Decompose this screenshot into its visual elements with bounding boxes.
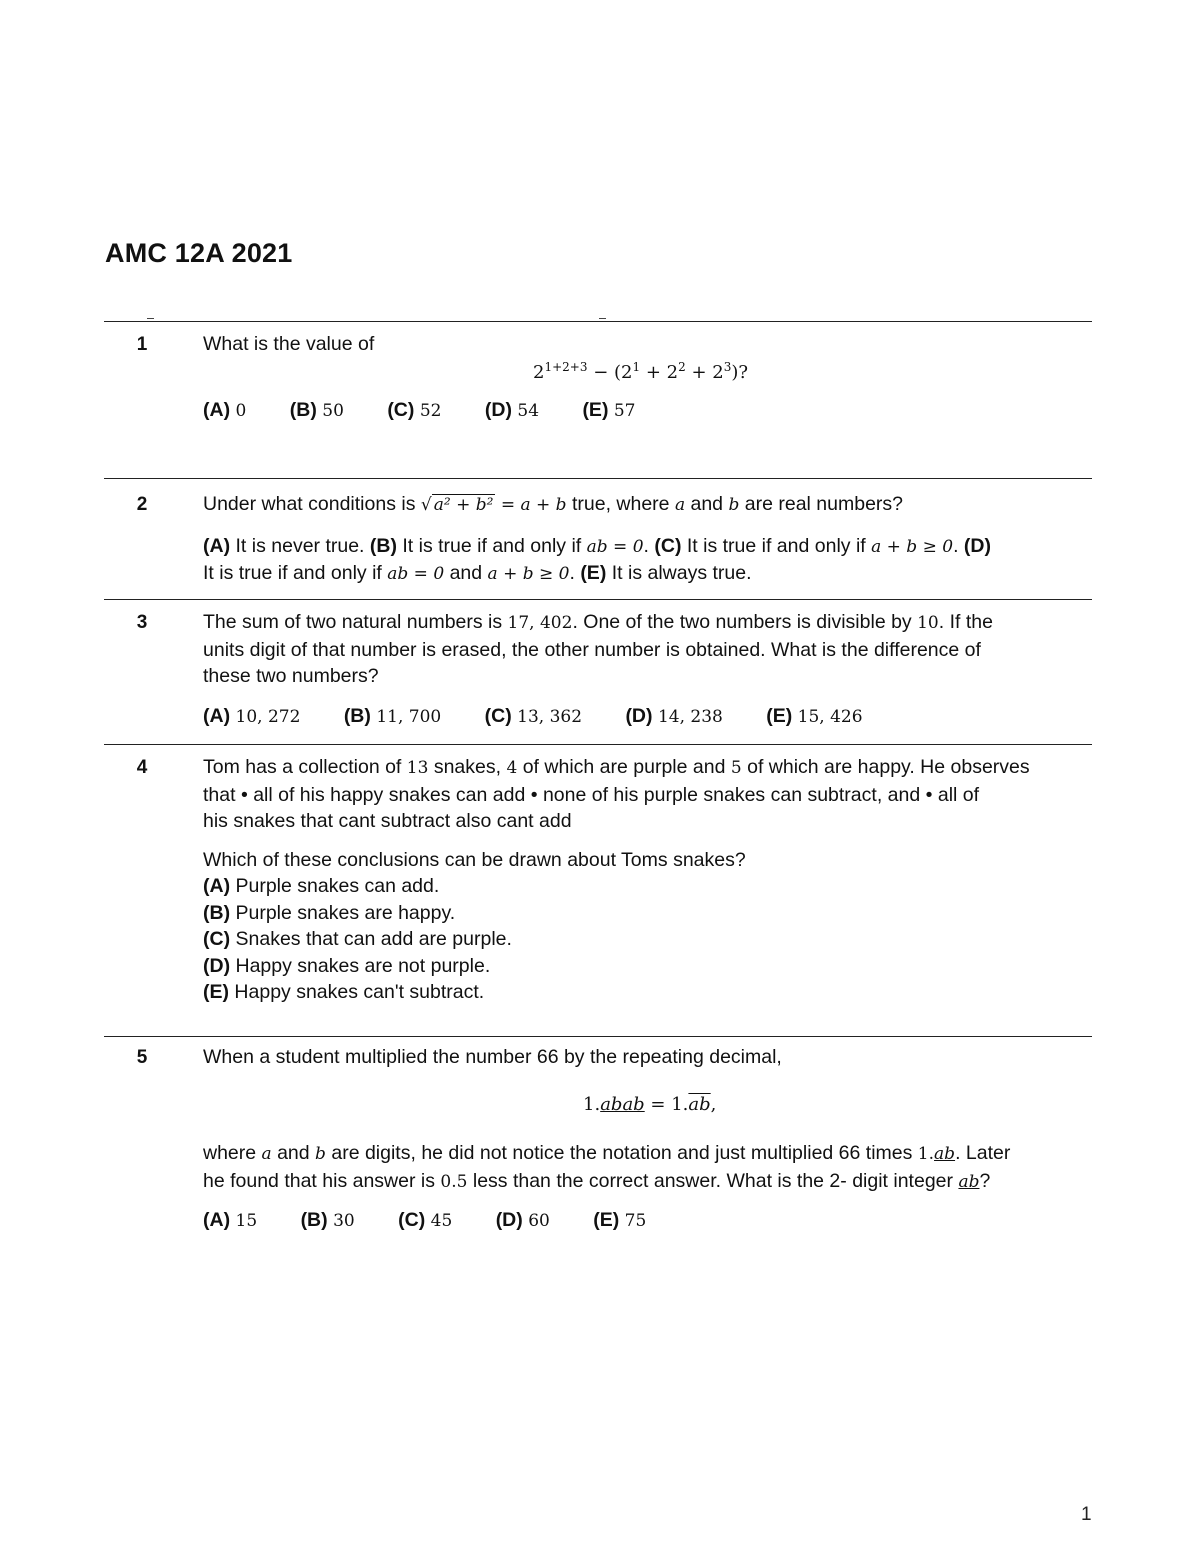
- answer-choices: (A) It is never true. (B) It is true if and only if ab = 0. (C) It is true if and only if a + b ≥ 0. (D) It is true if and only if ab = 0 and a + b ≥ 0. (E) It is always true.: [203, 534, 991, 584]
- choice-e: (E) 15, 426: [766, 705, 863, 727]
- answer-choices: [203, 703, 1093, 731]
- divider: [104, 599, 1092, 600]
- choice-a: (A) 0: [203, 399, 247, 421]
- choice-e: (E) Happy snakes can't subtract.: [203, 981, 485, 1003]
- choice-b: (B) Purple snakes are happy.: [203, 901, 456, 924]
- problem-number: 3: [136, 612, 148, 633]
- sqrt-expression: √ a² + b²: [420, 495, 494, 515]
- table-tick: [147, 318, 154, 319]
- divider: [104, 1036, 1092, 1037]
- choice-a: (A) 15: [203, 1209, 258, 1231]
- choice-c: (C) Snakes that can add are purple.: [203, 928, 512, 950]
- problem-5-equation: 1.abab = $1.\overline{ab}$,: [583, 1094, 717, 1115]
- problem-1: [203, 331, 1093, 358]
- answer-choices: [203, 397, 1093, 425]
- problem-number: 1: [136, 334, 148, 355]
- problem-prompt: The sum of two natural numbers is 17, 402. One of the two numbers is divisible by 10. If the units digit of that number is erased, the other number is obtained. What is the difference of these two numbers?: [203, 611, 993, 687]
- choice-c: (C) 52: [387, 399, 442, 421]
- problem-4: [203, 754, 1093, 1006]
- divider: [104, 478, 1092, 479]
- problem-prompt: What is the value of: [203, 333, 375, 355]
- problem-number: 5: [136, 1047, 148, 1068]
- problem-1-equation: $2^{1+2+3} - (2^1 + 2^2 + 2^3)$?: [533, 360, 749, 383]
- problem-prompt: Tom has a collection of 13 snakes, 4 of which are purple and 5 of which are happy. He observes that • all of his happy snakes can add • none of his purple snakes can subtract, and • all of his snakes that cant subtract also cant add: [203, 756, 1030, 832]
- problem-5: [203, 1044, 1093, 1071]
- problem-3: [203, 609, 1093, 690]
- question-text: Which of these conclusions can be drawn about Toms snakes?: [203, 848, 746, 871]
- problem-number: 4: [136, 757, 148, 778]
- choice-b: (B) 30: [300, 1209, 355, 1231]
- choice-d: (D) Happy snakes are not purple.: [203, 954, 491, 977]
- problem-2: [203, 491, 1093, 588]
- answer-choices: [203, 1207, 1093, 1235]
- choice-d: (D) 54: [484, 399, 540, 421]
- choice-e: (E) 75: [593, 1209, 647, 1231]
- problem-5-text: where a and b are digits, he did not notice the notation and just multiplied 66 times 1.ab. Later he found that his answer is 0.5 less than the correct answer. What is the 2- digit integer ab?: [203, 1142, 1011, 1192]
- answer-choices: [203, 847, 1093, 1006]
- problem-prompt: Under what conditions is √ a² + b² = a + b true, where a and b are real numbers?: [203, 491, 1093, 519]
- divider: [104, 321, 1092, 322]
- choice-e: (E) 57: [582, 399, 636, 421]
- divider: [104, 744, 1092, 745]
- choice-b: (B) 50: [289, 399, 344, 421]
- choice-d: (D) 60: [495, 1209, 550, 1231]
- page-number: 1: [1081, 1504, 1092, 1525]
- page-title: AMC 12A 2021: [105, 238, 293, 268]
- choice-b: (B) 11, 700: [343, 705, 442, 727]
- table-tick: [599, 318, 606, 319]
- choice-d: (D) 14, 238: [625, 705, 723, 727]
- choice-a: (A) Purple snakes can add.: [203, 875, 440, 897]
- choice-c: (C) 13, 362: [484, 705, 583, 727]
- problem-number: 2: [136, 494, 148, 515]
- choice-c: (C) 45: [398, 1209, 453, 1231]
- choice-a: (A) 10, 272: [203, 705, 301, 727]
- problem-prompt: When a student multiplied the number 66 by the repeating decimal,: [203, 1046, 782, 1068]
